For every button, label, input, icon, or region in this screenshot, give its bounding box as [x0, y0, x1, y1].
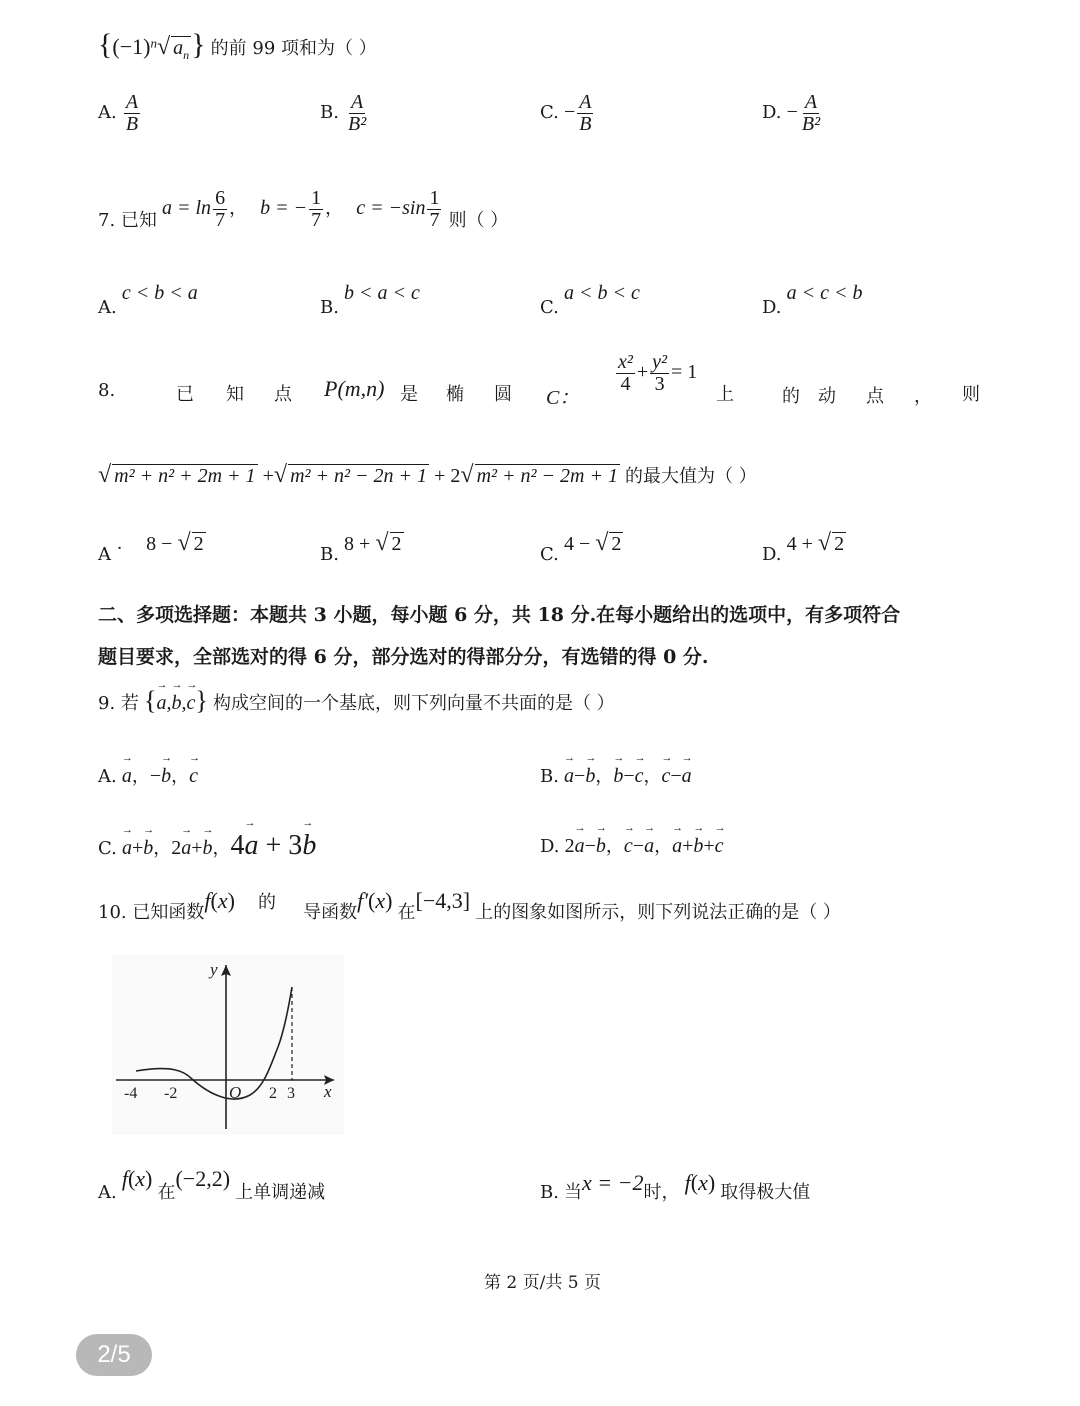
q9-option-a[interactable]: A. → a，−→ b，→ c — [98, 762, 198, 788]
q8-tail: 的最大值为（ ） — [625, 466, 757, 487]
q6-stem-tail: 的前 99 项和为（ ） — [210, 38, 377, 59]
q7-option-c[interactable]: C. a < b < c — [540, 282, 640, 318]
tick-label: -2 — [164, 1085, 178, 1102]
tick-label: 3 — [287, 1085, 295, 1102]
q9-option-d[interactable]: D. 2→ a−→ b，→ c−→ a，→ a+→ b+→ c — [540, 832, 724, 858]
y-axis-label: y — [210, 960, 218, 979]
origin-label: O — [229, 1083, 242, 1102]
q10-tail: 上的图象如图所示，则下列说法正确的是（ ） — [475, 902, 841, 923]
q7-option-d[interactable]: D. a < c < b — [762, 282, 863, 318]
x-axis-label: x — [324, 1082, 332, 1101]
q8-ellipse-equation: $\frac{\text{x²}}{4}$ + $\frac{\text{y²}}{3}$ = 1 — [618, 351, 698, 395]
q9-label: 9. 若 — [98, 693, 139, 714]
page-indicator-badge[interactable]: 2/5 — [76, 1334, 152, 1376]
q10-option-b[interactable]: B. 当x = −2时， f(x) 取得极大值 — [540, 1170, 811, 1203]
q10-stem: 10. 已知函数f(x) 的 导函数f′(x) 在[−4,3] 上的图象如图所示，则下列说法正确的是（ ） — [98, 888, 841, 923]
section-2-heading-line2: 题目要求，全部选对的得 6 分，部分选对的得部分分，有选错的得 0 分. — [98, 646, 709, 668]
sqrt-sign: √ — [156, 34, 171, 60]
q8-number: 8. — [98, 380, 116, 401]
q6-option-b[interactable]: B. $\frac{A}{\text{B²}}$ — [320, 91, 367, 135]
q7-option-a[interactable]: A. c < b < a — [98, 282, 198, 318]
q8-radical-3: m² + n² − 2m + 1 — [476, 465, 618, 487]
q9-tail: 构成空间的一个基底，则下列向量不共面的是（ ） — [212, 693, 615, 714]
q8-radical-1: m² + n² + 2m + 1 — [114, 465, 256, 487]
sqrt-an: $a_n$ — [173, 37, 190, 62]
set-left-brace: { — [98, 28, 113, 61]
q10-option-a[interactable]: A. f(x) 在(−2,2) 上单调递减 — [98, 1166, 326, 1203]
q8-option-d[interactable]: D. 4 + √ 2 — [762, 530, 845, 565]
q6-option-d[interactable]: D. − $\frac{A}{\text{B²}}$ — [762, 91, 821, 135]
q7-option-b[interactable]: B. b < a < c — [320, 282, 420, 318]
q7-stem: 7. 已知 a = ln $\frac{6}{7}$ ， b = − $\frac{1}{7}$ ， c = −sin $\frac{1}{7}$ 则（ ） — [98, 187, 509, 231]
q8-stem-line2: √ m² + n² + 2m + 1 +√ m² + n² − 2n + 1 + 2√ m² + n² − 2m + 1 的最大值为（ ） — [98, 462, 757, 488]
q7-tail: 则（ ） — [448, 210, 509, 231]
page-footer: 第 2 页/共 5 页 — [484, 1273, 601, 1293]
q6-option-c[interactable]: C. − $\frac{A}{B}$ — [540, 91, 592, 135]
q8-curve: C： — [546, 387, 580, 409]
q8-point: P(m,n) — [324, 376, 385, 401]
derivative-graph — [112, 955, 344, 1135]
q10-label: 10. 已知函数 — [98, 902, 205, 923]
q9-option-c[interactable]: C. → a+→ b，2→ a+→ b，4→ a + 3→ b — [98, 830, 316, 862]
q8-radical-2: m² + n² − 2n + 1 — [290, 465, 428, 487]
q6-stem: {$(-1)^n√$ $a_n$} 的前 99 项和为（ ） — [98, 28, 377, 62]
q9-option-b[interactable]: B. → a−→ b，→ b−→ c，→ c−→ a — [540, 762, 692, 788]
q9-stem: 9. 若 {→ a,→ b,→ c} 构成空间的一个基底，则下列向量不共面的是（ ） — [98, 686, 615, 716]
q6-option-a[interactable]: A. $\frac{A}{B}$ — [98, 91, 139, 135]
q8-option-b[interactable]: B. 8 + √ 2 — [320, 530, 402, 565]
tick-label: -4 — [124, 1085, 138, 1102]
q7-label: 7. 已知 — [98, 210, 157, 231]
q8-option-c[interactable]: C. 4 − √ 2 — [540, 530, 622, 565]
tick-label: 2 — [269, 1085, 277, 1102]
section-2-heading-line1: 二、多项选择题：本题共 3 小题，每小题 6 分，共 18 分.在每小题给出的选项中，有多项符合 — [98, 604, 901, 626]
q10-interval: [−4,3] — [415, 888, 471, 913]
q8-option-a[interactable]: A · 8 − √ 2 — [98, 530, 204, 565]
